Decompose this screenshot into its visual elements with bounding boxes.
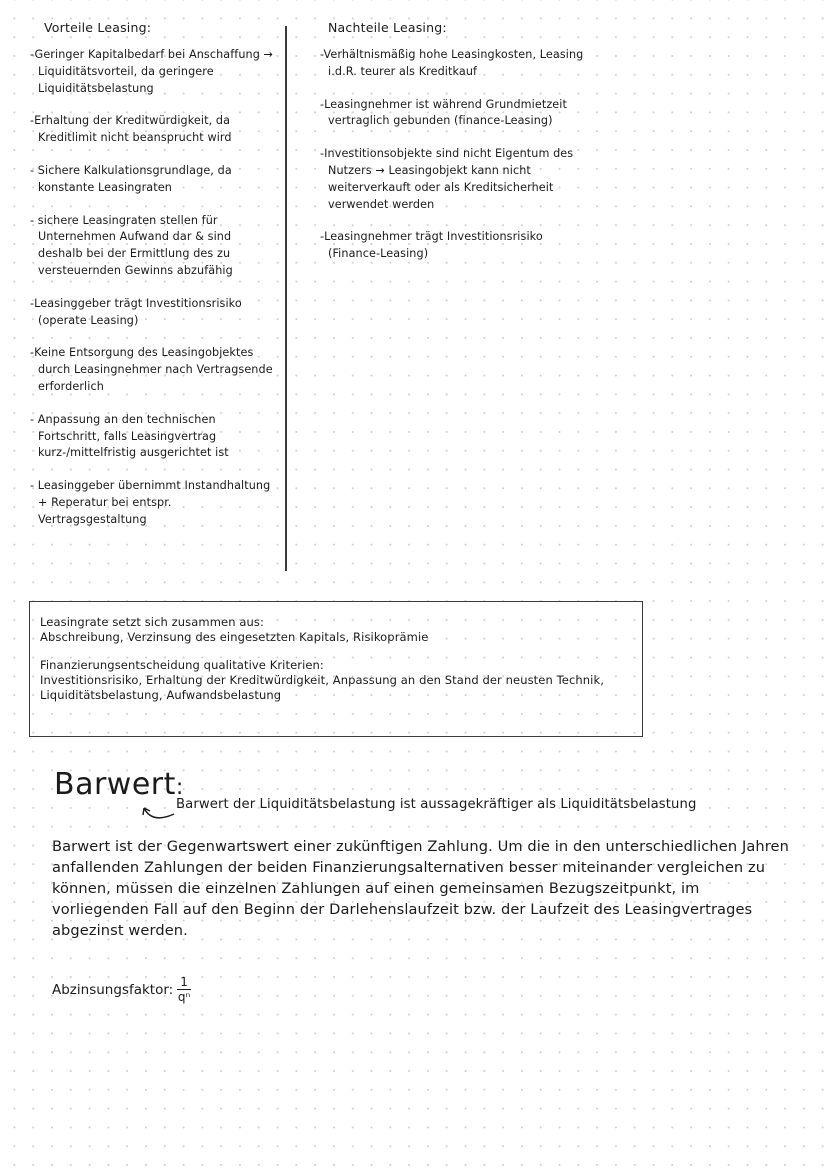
nachteile-heading: Nachteile Leasing: bbox=[328, 20, 447, 35]
nachteile-item: -Verhältnismäßig hohe Leasingkosten, Leasing i.d.R. teurer als Kreditkauf bbox=[320, 48, 584, 78]
vorteile-item: -Erhaltung der Kreditwürdigkeit, da Kreditlimit nicht beansprucht wird bbox=[30, 114, 232, 145]
barwert-colon: : bbox=[175, 775, 184, 800]
vorteile-item: -Leasinggeber trägt Investitionsrisiko (operate Leasing) bbox=[30, 296, 242, 327]
fraction-denominator: qⁿ bbox=[177, 990, 191, 1004]
abzinsung-fraction bbox=[177, 976, 191, 1003]
box-line: Investitionsrisiko, Erhaltung der Kreditwürdigkeit, Anpassung an den Stand der neusten Technik, Liquiditätsbelastung, Aufwandsbelastung bbox=[40, 673, 604, 702]
barwert-title: Barwert bbox=[54, 767, 176, 802]
box-line: Finanzierungsentscheidung qualitative Kriterien: bbox=[40, 658, 324, 672]
vorteile-item: -Geringer Kapitalbedarf bei Anschaffung → Liquiditätsvorteil, da geringere Liquiditätsbelastung bbox=[30, 48, 274, 95]
vorteile-item: - Sichere Kalkulationsgrundlage, da konstante Leasingraten bbox=[30, 163, 232, 194]
abzinsung-label: Abzinsungsfaktor: bbox=[52, 981, 174, 998]
summary-box bbox=[29, 601, 643, 737]
vorteile-column bbox=[28, 20, 278, 545]
barwert-definition: Barwert ist der Gegenwartswert einer zukünftigen Zahlung. Um die in den unterschiedlichen Jahren anfallenden Zahlungen der beiden Finanzierungsalternativen besser miteinander vergleichen zu können, müssen die einzelnen Zahlungen auf einen gemeinsamen Bezugszeitpunkt, im vorliegenden Fall auf den Beginn der Darlehenslaufzeit bzw. der Laufzeit des Leasingvertrages abgezinst werden. bbox=[52, 838, 789, 939]
nachteile-column bbox=[318, 20, 588, 279]
fraction-numerator: 1 bbox=[177, 976, 191, 990]
barwert-note: Barwert der Liquiditätsbelastung ist aussagekräftiger als Liquiditätsbelastung bbox=[176, 797, 697, 812]
nachteile-item: -Investitionsobjekte sind nicht Eigentum des Nutzers → Leasingobjekt kann nicht weiterverkauft oder als Kreditsicherheit verwendet werden bbox=[320, 147, 574, 211]
box-line: Abschreibung, Verzinsung des eingesetzten Kapitals, Risikoprämie bbox=[40, 630, 429, 644]
curved-arrow-icon bbox=[140, 802, 180, 832]
vorteile-item: -Keine Entsorgung des Leasingobjektes durch Leasingnehmer nach Vertragsende erforderlich bbox=[30, 346, 273, 393]
column-divider bbox=[285, 26, 287, 571]
barwert-heading bbox=[54, 768, 184, 805]
abzinsungsfaktor bbox=[52, 976, 191, 1003]
vorteile-item: - Anpassung an den technischen Fortschritt, falls Leasingvertrag kurz-/mittelfristig ausgerichtet ist bbox=[30, 412, 229, 460]
vorteile-item: - Leasinggeber übernimmt Instandhaltung + Reperatur bei entspr. Vertragsgestaltung bbox=[30, 479, 271, 526]
box-line: Leasingrate setzt sich zusammen aus: bbox=[40, 615, 264, 629]
vorteile-heading: Vorteile Leasing: bbox=[44, 20, 152, 35]
nachteile-item: -Leasingnehmer trägt Investitionsrisiko (Finance-Leasing) bbox=[320, 230, 543, 261]
nachteile-item: -Leasingnehmer ist während Grundmietzeit vertraglich gebunden (finance-Leasing) bbox=[320, 97, 567, 128]
vorteile-item: - sichere Leasingraten stellen für Unternehmen Aufwand dar & sind deshalb bei der Ermittlung des zu versteuernden Gewinns abzufähig bbox=[30, 213, 233, 277]
